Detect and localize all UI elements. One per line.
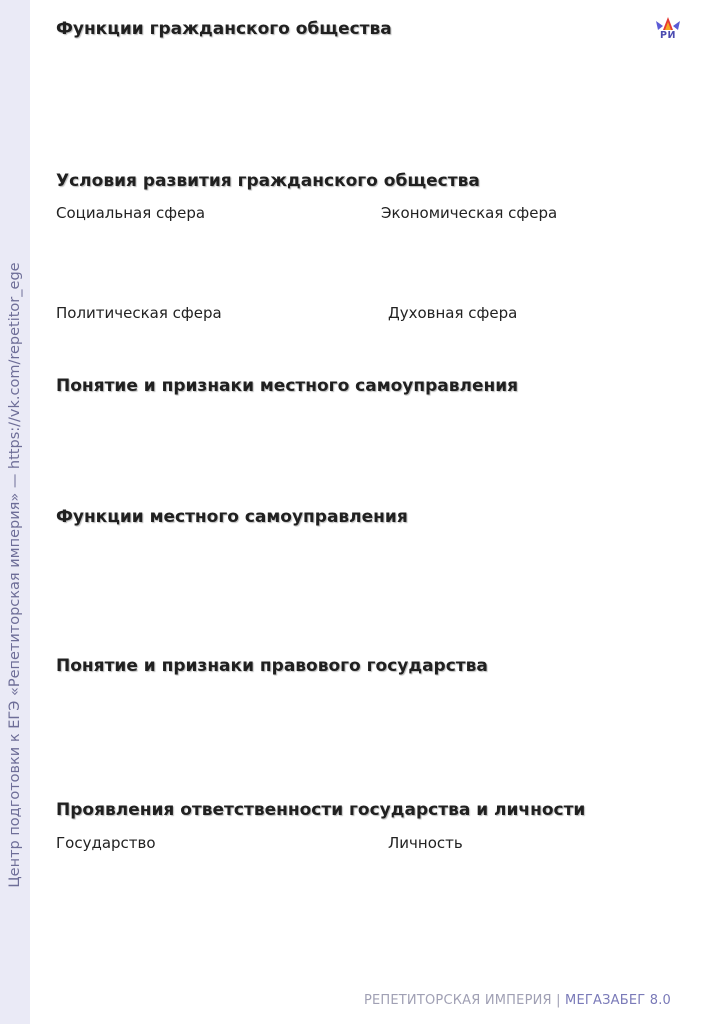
footer-event-name: МЕГАЗАБЕГ 8.0 xyxy=(565,993,671,1008)
label-state: Государство xyxy=(56,834,156,852)
footer-brand xyxy=(364,993,671,1008)
heading-civil-society-functions: Функции гражданского общества xyxy=(56,19,392,39)
label-political-sphere: Политическая сфера xyxy=(56,304,222,322)
label-spiritual-sphere: Духовная сфера xyxy=(388,304,518,322)
heading-rule-of-law-state: Понятие и признаки правового государства xyxy=(56,656,488,676)
heading-state-personal-responsibility: Проявления ответственности государства и личности xyxy=(56,800,586,820)
heading-local-government-functions: Функции местного самоуправления xyxy=(56,507,408,527)
sidebar-vertical-caption: Центр подготовки к ЕГЭ «Репетиторская империя» — https://vk.com/repetitor_ege xyxy=(7,262,23,888)
logo-text: РИ xyxy=(660,30,676,41)
label-social-sphere: Социальная сфера xyxy=(56,204,206,222)
label-economic-sphere: Экономическая сфера xyxy=(381,204,558,222)
brand-logo xyxy=(655,17,681,45)
heading-civil-society-conditions: Условия развития гражданского общества xyxy=(56,171,480,191)
heading-local-government-concept: Понятие и признаки местного самоуправления xyxy=(56,376,519,396)
footer-brand-name: РЕПЕТИТОРСКАЯ ИМПЕРИЯ xyxy=(363,993,552,1008)
label-personality: Личность xyxy=(388,834,463,852)
left-sidebar xyxy=(0,0,30,1024)
crown-flame-icon xyxy=(655,17,681,31)
footer-separator: | xyxy=(556,993,561,1008)
